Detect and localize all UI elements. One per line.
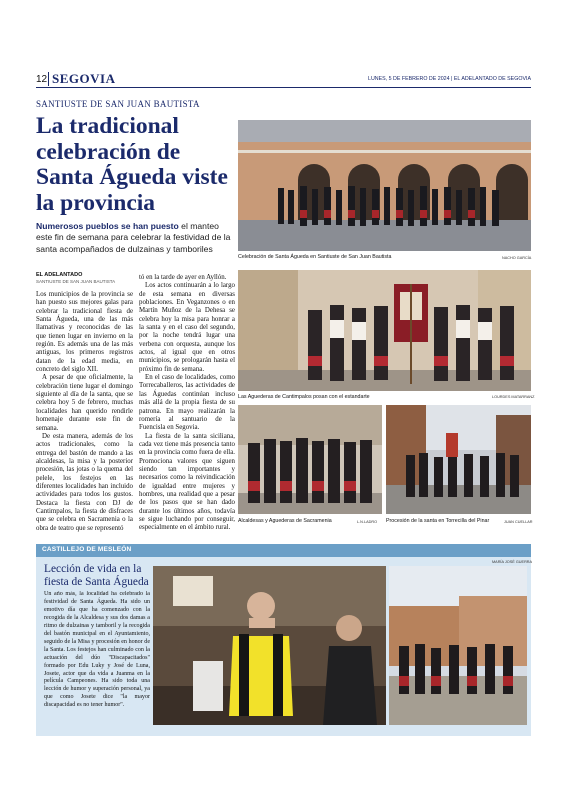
photo-cantimpalos <box>238 270 531 391</box>
dateline: LUNES, 5 DE FEBRERO DE 2024 | EL ADELANTADO DE SEGOVIA <box>368 76 531 82</box>
photo-credit: JUAN CUELLAR <box>504 520 533 524</box>
article-column-1 <box>36 291 133 538</box>
paragraph: tó en la tarde de ayer en Ayllón. <box>139 274 227 281</box>
article-column-2 <box>139 274 235 537</box>
photo-santiuste <box>238 120 531 251</box>
sidebar-title: Lección de vida en la fiesta de Santa Águeda <box>44 563 149 588</box>
article-subhead <box>36 221 236 255</box>
photo-castillejo-procession <box>389 566 527 725</box>
photo-caption: Las Aguederas de Cantimpalos posan con el estandarte <box>238 394 370 400</box>
author-place: SANTIUSTE DE SAN JUAN BAUTISTA <box>36 279 116 284</box>
photo-caption: Celebración de Santa Águeda en Santiuste de San Juan Bautista <box>238 254 392 260</box>
photo-torrecilla <box>386 405 531 514</box>
photo-caption: Alcaldesas y Aguederas de Sacramenia <box>238 518 332 524</box>
paragraph: En el caso de localidades, como Torrecaballeros, las actividades de las Águedas continúan incluso más allá de la propia fiesta de su patrona. En mayo realizarán la romería al santuario de la Fuencisla en Segovia. <box>139 374 235 432</box>
paragraph: Los actos continuarán a lo largo de esta semana en diversas poblaciones. En Veganzones o en Martín Muñoz de la Dehesa se celebra hoy la misa para honrar a la santa y en el caso del segundo, por la noche tendrá lugar una verbena con orquesta, aunque los actos, al igual que en otros municipios, se prologarán hasta el próximo fin de semana. <box>139 282 235 373</box>
article-headline: La tradicional celebración de Santa Águeda viste la provincia <box>36 113 228 216</box>
photo-credit: LOURDES MATARRANZ <box>492 395 535 399</box>
sidebar-body <box>44 591 150 733</box>
photo-caption: Procesión de la santa en Torrecilla del Pinar <box>386 518 490 524</box>
sidebar-credit: MARÍA JOSÉ GUERRA <box>492 560 533 564</box>
page-number: 12 <box>36 74 48 85</box>
sidebar-band-label: CASTILLEJO DE MESLEÓN <box>42 546 132 553</box>
article-kicker: SANTIUSTE DE SAN JUAN BAUTISTA <box>36 99 200 109</box>
header-rule <box>36 87 531 88</box>
paragraph: De esta manera, además de los actos tradicionales, como la entrega del bastón de mando a las alcaldesas, la misa y la posterior procesión, las jotas o la quema del pelele, los festejos en las diferentes localidades han incluido actividades para todos los gustos. Destaca la fiesta con DJ de Cantimpalos, la fiesta de disfraces que se celebra en Sacramenia o la obra de teatro que se representó <box>36 432 133 532</box>
author-byline: EL ADELANTADO <box>36 272 83 278</box>
header-divider <box>48 72 49 86</box>
paragraph: A pesar de que oficialmente, la celebración tiene lugar el domingo siguiente al día de la santa, que se celebra hoy 5 de febrero, muchas localidades han querido rendirle homenaje durante este fin de semana. <box>36 374 133 432</box>
subhead-rest: el manteo este fin de semana para celebrar la festividad de la santa acompañados de dulzainas y tamboriles <box>36 221 231 254</box>
photo-sacramenia <box>238 405 382 514</box>
photo-credit: NACHO GARCÍA <box>502 256 532 260</box>
subhead-lead: Numerosos pueblos se han puesto <box>36 221 179 231</box>
paragraph: La fiesta de la santa siciliana, cada vez tiene más presencia tanto en la provincia como fuera de ella. Promociona valores que siguen siendo tan importantes y necesarios como la reivindicación de igualdad entre mujeres y hombres, una realidad que a pesar de los pasos que se han dado durante los últimos años, todavía se sigue luchando por conseguir, especialmente en el ámbito rural. <box>139 432 235 532</box>
paragraph: Los municipios de la provincia se han puesto sus mejores galas para celebrar la tradicional fiesta de Santa Águeda, una de las más llamativas y reconocidas de las que tienen lugar en invierno en la región. Es además una de las más antiguas, los primeros registros datan de la edad media, en concreto del siglo XII. <box>36 291 133 374</box>
sidebar-paragraph: Un año más, la localidad ha celebrado la festividad de Santa Águeda. Ha sido un emotivo día que ha comenzado con la recogida de la Alcaldesa y sus dos damas a ritmo de dulzainas y tamboril y la recogida del bastón municipal en el Ayuntamiento, seguido de la Misa y procesión en honor de la Santa. Los festejos han culminado con la actuación del dúo "Discapacitados" formado por Edu Luky y José de Luna, Josete, actor que da vida a Juanma en la película Campeones. Ha sido toda una lección de humor y superación personal, ya que como Josete dice "la mayor discapacidad es no tener humor". <box>44 591 150 709</box>
photo-performers <box>153 566 386 725</box>
photo-credit: L.N.LADRO <box>357 520 378 524</box>
section-title: SEGOVIA <box>52 71 116 86</box>
